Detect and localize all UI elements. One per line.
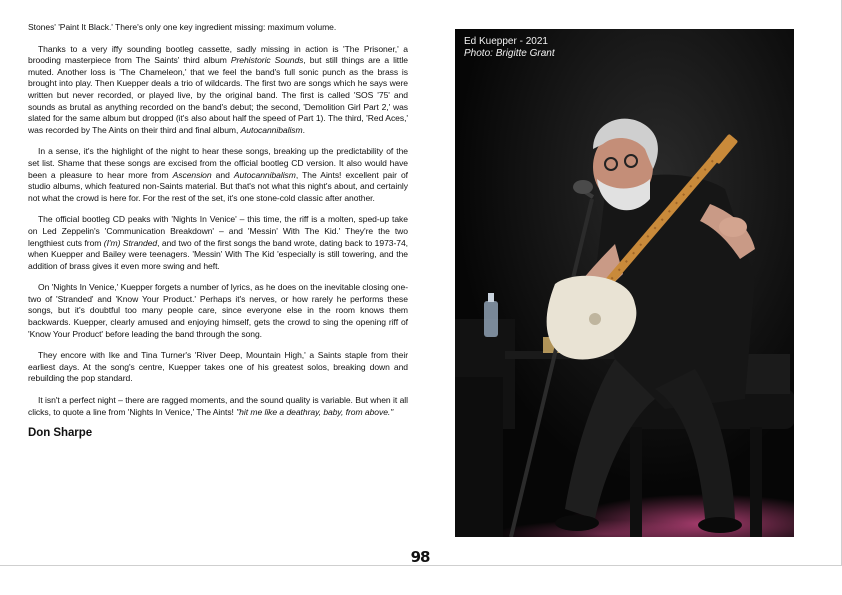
- italic-title: Ascension: [172, 169, 212, 180]
- photo-caption: [464, 36, 555, 60]
- photo-caption-title: Ed Kuepper - 2021: [464, 36, 548, 47]
- paragraph-text: , but still things are a little muted. Another loss is 'The Chameleon,' that we feel the band's full sonic punch as the brass is brought into play. Then Kuepper deals a trio of wildcards. The first two are songs which he says were written but never recorded, or played live, by the original band. The first is called 'SOS '75' and sounds as brutal as anything recorded on the band's debut; the second, 'Demolition Girl Part 2,' was slated for the same album but dropped (it's also about half the speed of Part 1). The third, 'Red Aces,' was recorded by The Aints on their third and final album,: [28, 55, 408, 135]
- paragraph-text: On 'Nights In Venice,' Kuepper forgets a number of lyrics, as he does on the inevitable closing one-two of 'Stranded' and 'Know Your Product.' Perhaps it's nerves, or how rarely he performs these songs, but it's doubtful too many people care, since everyone else in the room knows them backwards. Kuepper, clearly amused and enjoying himself, gets the crowd to sing the opening riff of 'Know Your Product' before leading the band through the song.: [28, 282, 408, 339]
- paragraph-text: The official bootleg CD peaks with 'Nights In Venice' – this time, the riff is a molten, sped-up take on Led Zeppelin's 'Communication Breakdown' – and 'Messin' With The Kid.' They're the two lengthiest cuts from: [28, 214, 408, 248]
- paragraph-text: In a sense, it's the highlight of the night to hear these songs, breaking up the predictability of the set list. Shame that these songs are excised from the official bootleg CD version. It also would have been a pleasure to hear more from: [28, 146, 408, 180]
- italic-title: "hit me like a deathray, baby, from above.": [236, 406, 394, 417]
- italic-title: Prehistoric Sounds: [230, 55, 304, 66]
- italic-title: (I'm) Stranded: [103, 237, 158, 248]
- paragraph-text: They encore with Ike and Tina Turner's 'River Deep, Mountain High,' a Saints staple from their earliest days. At the song's centre, Kuepper takes one of his greatest solos, breaking down and rebuilding the pop standard.: [28, 350, 408, 384]
- article-body: [28, 22, 408, 440]
- article-paragraph: [28, 44, 408, 137]
- italic-title: Autocannibalism: [233, 169, 296, 180]
- article-paragraph: [28, 350, 408, 385]
- page-number: 98: [410, 548, 430, 566]
- italic-title: Autocannibalism: [240, 124, 303, 135]
- paragraph-text: , and two of the first songs the band wrote, dating back to 1973-74, when Kuepper and Bailey were teenagers. 'Messin' With The Kid 'especially is still towering, and the addition of brass gives it even more swing and heft.: [28, 237, 409, 271]
- paragraph-text: Thanks to a very iffy sounding bootleg cassette, sadly missing in action is 'The Prisoner,' a brooding masterpiece from The Saints' third album: [28, 43, 408, 66]
- article-paragraph: [28, 22, 408, 34]
- concert-photo: [455, 29, 794, 537]
- photo-credit: Photo: Brigitte Grant: [464, 48, 555, 59]
- guitarist-illustration: [455, 29, 794, 537]
- article-paragraph: [28, 146, 408, 204]
- article-paragraph: [28, 282, 408, 340]
- paragraph-text: and: [211, 169, 234, 180]
- paragraph-text: , The Aints! excellent pair of studio albums, which featured non-Saints material. But that's not what this night's about, and certainly not what the crowd is here for. For the rest of the set, it's one stone-cold classic after another.: [28, 169, 409, 203]
- author-byline: Don Sharpe: [28, 427, 93, 440]
- article-paragraph: [28, 395, 408, 418]
- article-paragraph: [28, 214, 408, 272]
- paragraph-text: It isn't a perfect night – there are ragged moments, and the sound quality is variable. But when it all clicks, to quote a line from 'Nights In Venice,' The Aints!: [28, 395, 408, 417]
- paragraph-text: Stones' 'Paint It Black.' There's only one key ingredient missing: maximum volume.: [28, 22, 337, 32]
- paragraph-text: .: [302, 124, 305, 135]
